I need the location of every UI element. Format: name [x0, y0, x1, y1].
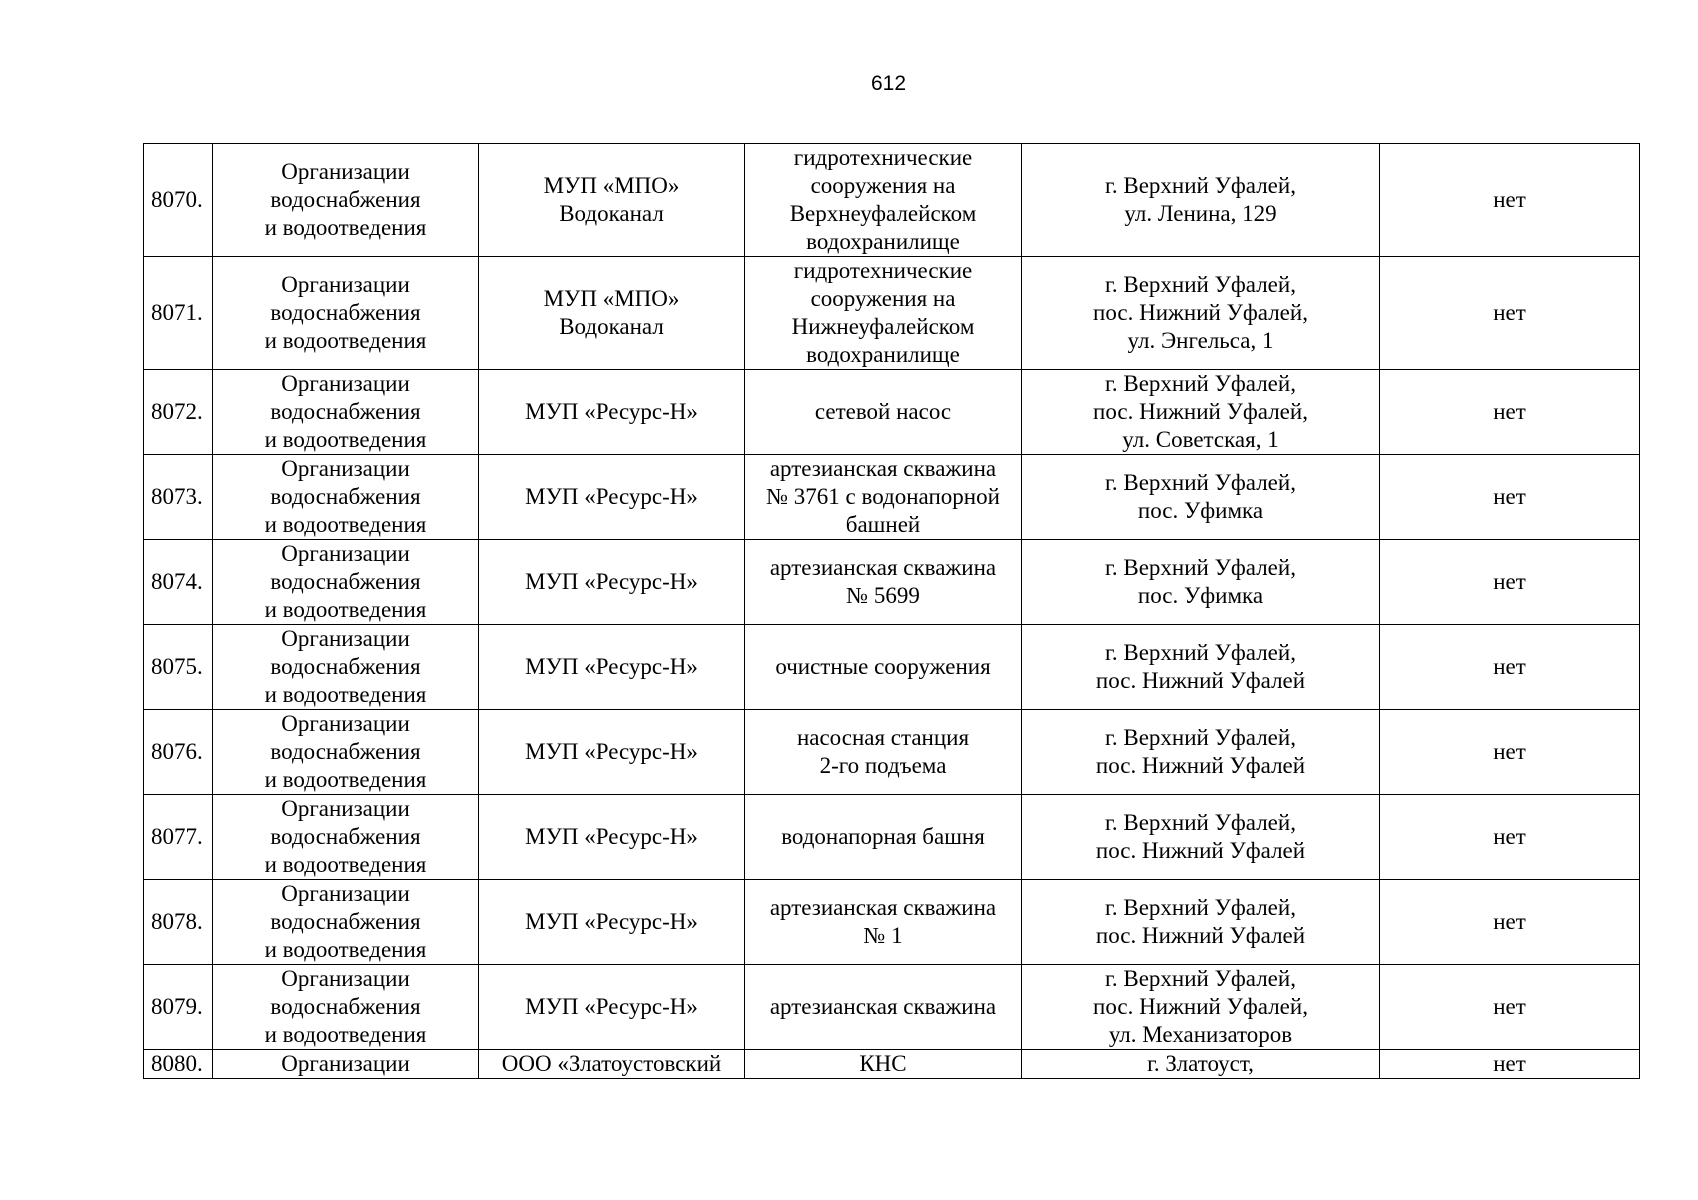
- organization-cell: МУП «МПО» Водоканал: [479, 144, 745, 257]
- category-cell: Организации водоснабжения и водоотведения: [213, 625, 479, 710]
- address-cell: г. Верхний Уфалей, пос. Нижний Уфалей: [1022, 880, 1380, 965]
- note-cell: нет: [1380, 795, 1640, 880]
- category-cell: Организации водоснабжения и водоотведения: [213, 965, 479, 1050]
- page-number: 612: [870, 72, 907, 95]
- note-cell: нет: [1380, 710, 1640, 795]
- table-row: [144, 257, 1640, 370]
- row-number: 8074.: [144, 540, 213, 625]
- row-number: 8076.: [144, 710, 213, 795]
- object-cell: артезианская скважина № 5699: [745, 540, 1022, 625]
- note-cell: нет: [1380, 540, 1640, 625]
- row-number: 8077.: [144, 795, 213, 880]
- row-number: 8075.: [144, 625, 213, 710]
- organization-cell: ООО «Златоустовский: [479, 1050, 745, 1079]
- note-cell: нет: [1380, 880, 1640, 965]
- address-cell: г. Верхний Уфалей, пос. Уфимка: [1022, 455, 1380, 540]
- table-row: [144, 540, 1640, 625]
- object-cell: артезианская скважина № 3761 с водонапорной башней: [745, 455, 1022, 540]
- address-cell: г. Верхний Уфалей, пос. Нижний Уфалей, ул. Механизаторов: [1022, 965, 1380, 1050]
- table-row: [144, 710, 1640, 795]
- table-row: [144, 455, 1640, 540]
- note-cell: нет: [1380, 257, 1640, 370]
- organization-cell: МУП «Ресурс-Н»: [479, 795, 745, 880]
- object-cell: гидротехнические сооружения на Нижнеуфалейском водохранилище: [745, 257, 1022, 370]
- row-number: 8080.: [144, 1050, 213, 1079]
- row-number: 8079.: [144, 965, 213, 1050]
- organization-cell: МУП «Ресурс-Н»: [479, 710, 745, 795]
- table-row: [144, 370, 1640, 455]
- row-number: 8070.: [144, 144, 213, 257]
- object-cell: водонапорная башня: [745, 795, 1022, 880]
- note-cell: нет: [1380, 370, 1640, 455]
- category-cell: Организации водоснабжения и водоотведения: [213, 144, 479, 257]
- organization-cell: МУП «Ресурс-Н»: [479, 540, 745, 625]
- organization-cell: МУП «Ресурс-Н»: [479, 625, 745, 710]
- note-cell: нет: [1380, 625, 1640, 710]
- address-cell: г. Верхний Уфалей, пос. Нижний Уфалей, ул. Советская, 1: [1022, 370, 1380, 455]
- note-cell: нет: [1380, 1050, 1640, 1079]
- table-row: [144, 625, 1640, 710]
- table-row: [144, 795, 1640, 880]
- object-cell: артезианская скважина: [745, 965, 1022, 1050]
- address-cell: г. Златоуст,: [1022, 1050, 1380, 1079]
- organization-cell: МУП «Ресурс-Н»: [479, 880, 745, 965]
- registry-table: [143, 143, 1640, 1079]
- note-cell: нет: [1380, 455, 1640, 540]
- category-cell: Организации водоснабжения и водоотведения: [213, 540, 479, 625]
- address-cell: г. Верхний Уфалей, пос. Нижний Уфалей: [1022, 625, 1380, 710]
- object-cell: насосная станция 2-го подъема: [745, 710, 1022, 795]
- table-row: [144, 1050, 1640, 1079]
- organization-cell: МУП «МПО» Водоканал: [479, 257, 745, 370]
- address-cell: г. Верхний Уфалей, пос. Нижний Уфалей, ул. Энгельса, 1: [1022, 257, 1380, 370]
- address-cell: г. Верхний Уфалей, ул. Ленина, 129: [1022, 144, 1380, 257]
- row-number: 8073.: [144, 455, 213, 540]
- category-cell: Организации водоснабжения и водоотведения: [213, 880, 479, 965]
- address-cell: г. Верхний Уфалей, пос. Нижний Уфалей: [1022, 795, 1380, 880]
- object-cell: гидротехнические сооружения на Верхнеуфалейском водохранилище: [745, 144, 1022, 257]
- table-row: [144, 880, 1640, 965]
- object-cell: КНС: [745, 1050, 1022, 1079]
- organization-cell: МУП «Ресурс-Н»: [479, 370, 745, 455]
- row-number: 8071.: [144, 257, 213, 370]
- address-cell: г. Верхний Уфалей, пос. Нижний Уфалей: [1022, 710, 1380, 795]
- category-cell: Организации водоснабжения и водоотведения: [213, 257, 479, 370]
- category-cell: Организации: [213, 1050, 479, 1079]
- organization-cell: МУП «Ресурс-Н»: [479, 455, 745, 540]
- row-number: 8078.: [144, 880, 213, 965]
- category-cell: Организации водоснабжения и водоотведения: [213, 795, 479, 880]
- address-cell: г. Верхний Уфалей, пос. Уфимка: [1022, 540, 1380, 625]
- table-row: [144, 965, 1640, 1050]
- note-cell: нет: [1380, 144, 1640, 257]
- category-cell: Организации водоснабжения и водоотведения: [213, 370, 479, 455]
- category-cell: Организации водоснабжения и водоотведения: [213, 710, 479, 795]
- object-cell: очистные сооружения: [745, 625, 1022, 710]
- object-cell: артезианская скважина № 1: [745, 880, 1022, 965]
- note-cell: нет: [1380, 965, 1640, 1050]
- organization-cell: МУП «Ресурс-Н»: [479, 965, 745, 1050]
- table-row: [144, 144, 1640, 257]
- object-cell: сетевой насос: [745, 370, 1022, 455]
- row-number: 8072.: [144, 370, 213, 455]
- category-cell: Организации водоснабжения и водоотведения: [213, 455, 479, 540]
